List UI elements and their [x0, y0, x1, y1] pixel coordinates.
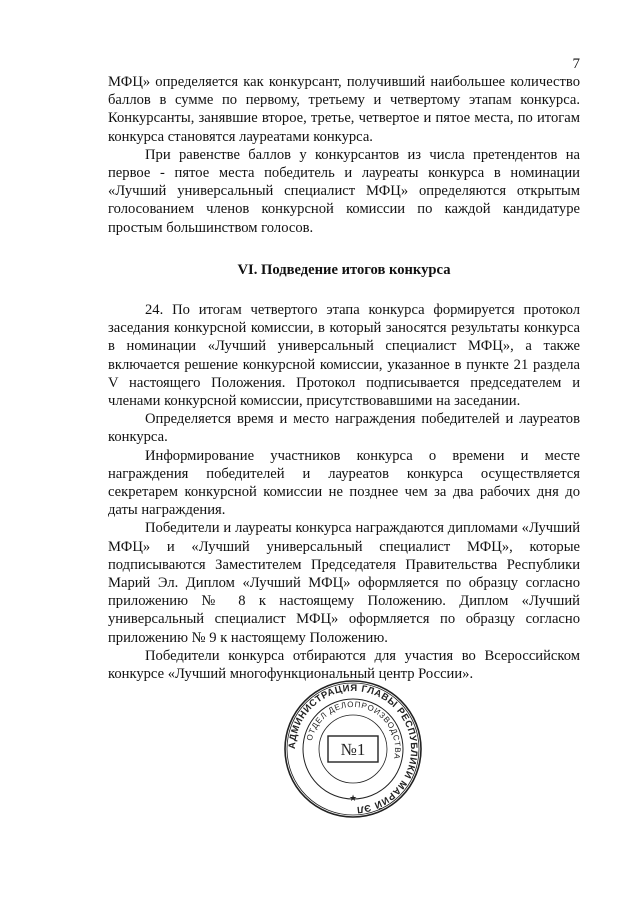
paragraph-continuation: МФЦ» определяется как конкурсант, получивший наибольшее количество баллов в сумме по первому, третьему и четвертому этапам конкурса. Конкурсанты, занявшие второе, третье, четвертое и пятое места, по итогам конкурса становятся лауреатами конкурса. — [108, 74, 580, 145]
paragraph-diplomas: Победители и лауреаты конкурса награждаются дипломами «Лучший МФЦ» и «Лучший универсальный специалист МФЦ», которые подписываются Заместителем Председателя Правительства Республики Марий Эл. Диплом «Лучший МФЦ» оформляется по образцу согласно приложению № 8 к настоящему Положению. Диплом «Лучший универсальный специалист МФЦ» оформляется по образцу согласно приложению № 9 к настоящему Положению. — [108, 520, 580, 646]
paragraph-protocol: 24. По итогам четвертого этапа конкурса формируется протокол заседания конкурсной комиссии, в который заносятся результаты конкурса в номинации «Лучший универсальный специалист МФЦ», а также включается решение конкурсной комиссии, указанное в пункте 21 раздела V настоящего Положения. Протокол подписывается председателем и членами конкурсной комиссии, присутствовавшими на заседании. — [108, 302, 580, 410]
document-body — [108, 73, 580, 683]
paragraph-tie-rule: При равенстве баллов у конкурсантов из числа претендентов на первое - пятое места победитель и лауреаты конкурса в номинации «Лучший универсальный специалист МФЦ» определяются открытым голосованием членов конкурсной комиссии по каждой кандидатуре простым большинством голосов. — [108, 146, 580, 236]
paragraph-all-russian: Победители конкурса отбираются для участия во Всероссийском конкурсе «Лучший многофункциональный центр России». — [108, 647, 580, 683]
stamp-outer-path: АДМИНИСТРАЦИЯ ГЛАВЫ РЕСПУБЛИКИ МАРИЙ ЭЛ — [286, 682, 420, 815]
page-number: 7 — [572, 56, 580, 72]
section-heading: VI. Подведение итогов конкурса — [237, 261, 451, 278]
official-stamp — [283, 679, 423, 819]
paragraph-informing: Информирование участников конкурса о времени и месте награждения победителей и лауреатов конкурса осуществляется секретарем конкурсной комиссии не позднее чем за два рабочих дня до даты награждения. — [108, 447, 580, 519]
stamp-number: №1 — [340, 740, 366, 759]
star-icon: ★ — [348, 793, 358, 803]
paragraph-award-time: Определяется время и место награждения победителей и лауреатов конкурса. — [108, 411, 580, 446]
stamp-inner-path: ОТДЕЛ ДЕЛОПРОИЗВОДСТВА — [304, 699, 403, 761]
